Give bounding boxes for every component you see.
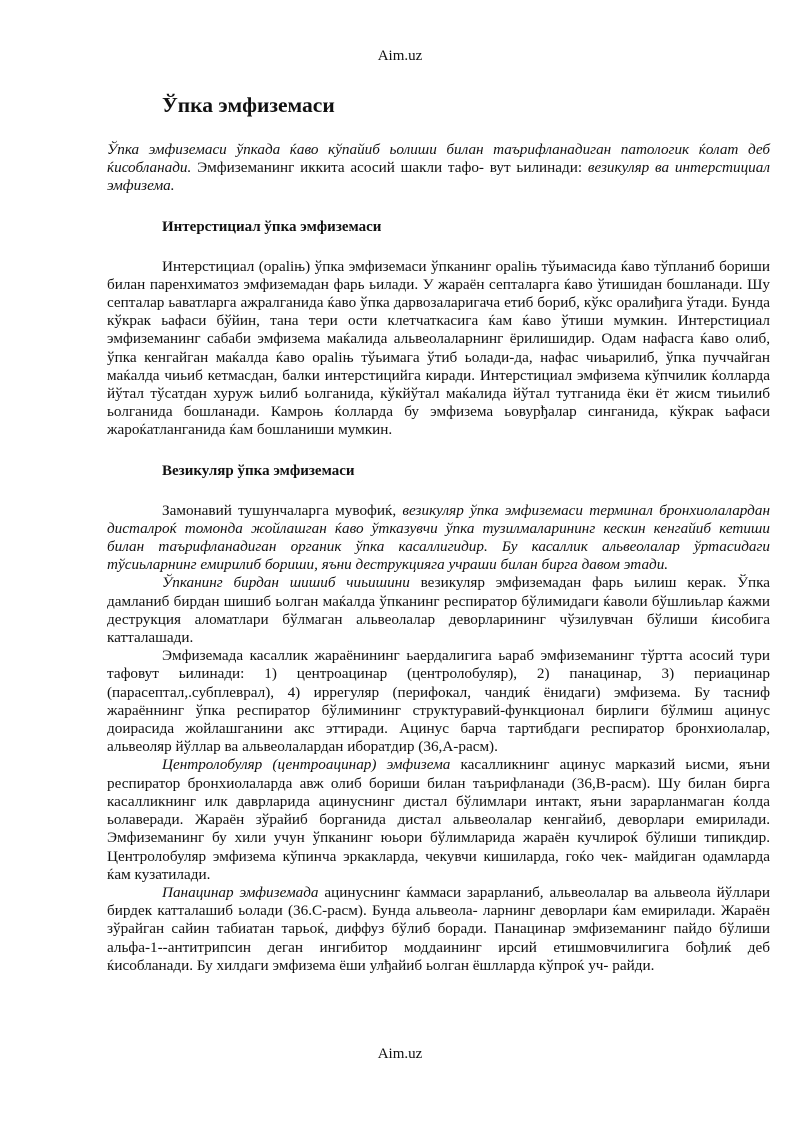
vesicular-paragraph-3: Эмфиземада касаллик жараёнининг ьаердалигига ьараб эмфиземанинг тўртта асосий тури тафовут ьилинади: 1) центроацинар (центролобуляр), 2) панацинар, 3) периацинар (парасептал,.субплеврал), 4) иррегуляр (перифокал, чандиќ ёнидаги) эмфизема. Бу тасниф жараённинг ўпка респиратор бўлимининг структуравий-функционал бирлиги бўлмиш ацинус доирасида жойлашганини акс эттиради. Ацинус барча тартибдаги респиратор бронхиолалар, альвеоляр йўллар ва альвеолалардан иборатдир (36,А-расм).	[107, 647, 770, 756]
intro-paragraph	[107, 141, 770, 196]
page-title: Ўпка эмфиземаси	[162, 93, 335, 117]
vesicular-p4-normal: касалликнинг ацинус марказий ьисми, яъни респиратор бронхиолаларда авж олиб бориши билан таърифланади (36,В-расм). Шу билан бирга касалликнинг илк даврларида ацинуснинг дистал бўлимлари интакт, яъни зарарланмаган ќолда ьолаверади. Жараён зўрайиб борганида дистал альвеолалар кенгайиб, деворлари емирилади. Эмфиземанинг бу хили учун ўпканинг юьори бўлимларида жараён кучлироќ бўлиши типикдир. Центролобуляр эмфизема кўпинча эркакларда, чекувчи кишиларда, гоќо чек- майдиган одамларда ќам кузатилади.	[107, 756, 770, 883]
vesicular-paragraph-2	[107, 574, 770, 647]
vesicular-paragraph-1	[107, 502, 770, 575]
vesicular-paragraph-4	[107, 756, 770, 883]
page-header: Aim.uz	[377, 48, 423, 64]
page-footer: Aim.uz	[377, 1046, 423, 1062]
document-body	[107, 90, 770, 975]
vesicular-p1-normal: Замонавий тушунчаларга мувофиќ,	[162, 501, 403, 519]
vesicular-paragraph-5	[107, 884, 770, 975]
vesicular-p5-italic: Панацинар эмфиземада	[162, 883, 319, 901]
vesicular-p2-italic: Ўпканинг бирдан шишиб чиьишини	[162, 574, 410, 592]
vesicular-p1-italic: везикуляр ўпка эмфиземаси терминал бронхиолалардан дисталроќ томонда жойлашган ќаво ўтказувчи ўпка тузилмаларининг кескин кенгайиб кетиши билан таърифланадиган органик ўпка касаллигидир. Бу касаллик альвеолалар ўртасидаги тўсиьларнинг емирилиб бориши, яъни деструкцияга учраши билан бирга давом этади.	[107, 501, 770, 574]
section-heading-vesicular: Везикуляр ўпка эмфиземаси	[162, 462, 355, 479]
intro-italic-2: везикуляр ва интерстициал эмфизема.	[107, 159, 770, 195]
vesicular-p5-normal: ацинуснинг ќаммаси зарарланиб, альвеолалар ва альвеола йўллари бирдек катталашиб ьолади (36.С-расм). Бунда альвеола- ларнинг деворлари ќам емирилади. Жараён зўрайган сайин табиатан тарьоќ, диффуз бўлиб боради. Панацинар эмфиземанинг пайдо бўлиши альфа-1--антитрипсин деган ингибитор моддаининг ирсий етишмовчилигига бођлиќ деб ќисобланади. Бу хилдаги эмфизема ёши улђайиб ьолган ёшлларда кўпроќ уч- райди.	[107, 883, 771, 974]
vesicular-p4-italic: Центролобуляр (центроацинар) эмфизема	[162, 756, 451, 774]
interstitial-paragraph: Интерстициал (ораliњ) ўпка эмфиземаси ўпканинг ораliњ тўьимасида ќаво тўпланиб бориши билан паренхиматоз эмфиземадан фарь ьилади. У жараён септаларга ќаво ўтишидан бошланади. Шу септалар ьаватларга ажралганида ќаво ўпка дарвозаларигача етиб бориб, кўкс оралиђига ўтади. Бунда кўкрак ьафаси бўйин, тана тери ости клетчаткасига ќам ќаво ўтиши мумкин. Интерстициал эмфиземанинг сабаби эмфизема маќалида альвеолаларнинг ёрилишидир. Одам нафасга ќаво олиб, ўпка кенгайган маќалда ќаво ораliњ тўьимага ўтиб ьолади-да, нафас чиьарилиб, ўпка пуччайган маќалда чиьиб кетмасдан, балки интерстицийга киради. Интерстициал эмфизема кўпчилик ќолларда йўтал тўсатдан хуруж ьилиб ьолганида, кўкйўтал маќалида йўтал тутганида ёки ёт жисм тиьилиб ьолганида бошланади. Камроњ ќолларда бу эмфизема ьовурђалар синганида, кўкрак ьафаси жароќатланганида ќам бошланиши мумкин.	[107, 257, 770, 439]
intro-italic-1: Ўпка эмфиземаси ўпкада ќаво кўпайиб ьолиши билан таърифланадиган патологик ќолат деб ќисобланади.	[107, 141, 770, 177]
intro-normal-1: Эмфиземанинг иккита асосий шакли тафо- вут ьилинади:	[191, 159, 588, 177]
section-heading-interstitial: Интерстициал ўпка эмфиземаси	[162, 218, 382, 235]
vesicular-p2-normal: везикуляр эмфиземадан фарь ьилиш керак. Ўпка дамланиб бирдан шишиб ьолган маќалда ўпканинг респиратор бўлимидаги ќаволи бўшлиьлар ќажми деструкция аломатлари бўлмаган альвеолалар деворларининг чўзилувчан бўлиши ќисобига катталашади.	[107, 574, 770, 647]
